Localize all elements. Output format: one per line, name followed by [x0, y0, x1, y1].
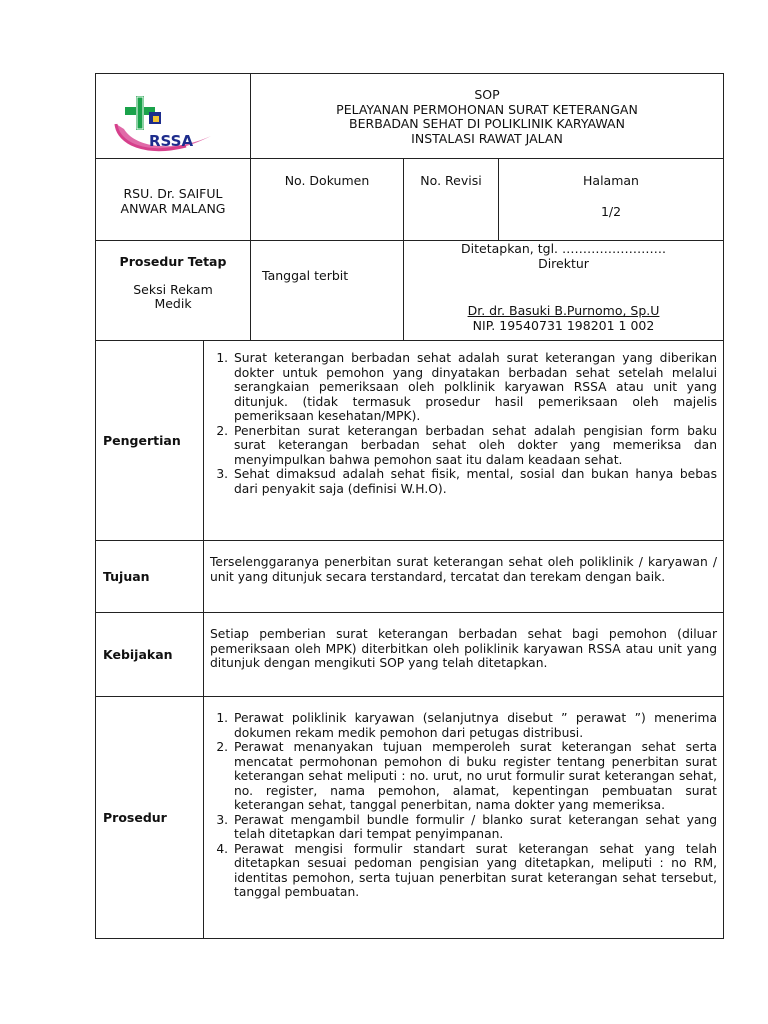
tanggal-terbit-label: Tanggal terbit — [262, 268, 349, 283]
list-item: 2. Penerbitan surat keterangan berbadan sehat adalah pengisian form baku surat keterangan berbadan sehat oleh dokter yang memeriksa dan menyimpulkan bahwa pemohon saat itu dalam keadaan sehat. — [232, 424, 717, 468]
logo-text: RSSA — [149, 132, 194, 150]
kebijakan-content — [204, 613, 724, 697]
list-item: 4. Perawat mengisi formulir standart surat keterangan sehat yang telah ditetapkan sesuai pedoman pengisian yang ditetapkan, meliputi : no RM, identitas pemohon, serta tujuan penerbitan surat keterangan sehat tersebut, tanggal pembuatan. — [232, 842, 717, 900]
kebijakan-text: Setiap pemberian surat keterangan berbadan sehat bagi pemohon (diluar pemeriksaan oleh MPK) diterbitkan oleh poliklinik karyawan RSSA atau unit yang ditunjuk dengan mengikuti SOP yang telah ditetapkan. — [210, 627, 717, 670]
pengertian-list — [210, 351, 717, 496]
tanggal-terbit-cell — [251, 241, 404, 341]
direktur-label: Direktur — [538, 255, 589, 271]
prosedur-list — [210, 711, 717, 900]
list-item: 1. Perawat poliklinik karyawan (selanjutnya disebut ” perawat ”) menerima dokumen rekam medik pemohon dari petugas distribusi. — [232, 711, 717, 740]
ditetapkan-cell — [404, 241, 724, 341]
tujuan-label: Tujuan — [96, 541, 204, 613]
prosedur-label: Prosedur — [96, 697, 204, 939]
seksi-label: Seksi Rekam Medik — [133, 282, 213, 311]
no-dokumen-label: No. Dokumen — [284, 173, 370, 188]
sop-title-line-3: INSTALASI RAWAT JALAN — [411, 130, 563, 146]
sop-title-line-1: PELAYANAN PERMOHONAN SURAT KETERANGAN — [336, 101, 638, 117]
hospital-cell — [96, 159, 251, 241]
logo-cell — [96, 74, 251, 159]
no-revisi-cell — [404, 159, 499, 241]
sop-body-table — [95, 340, 724, 939]
list-item: 3. Perawat mengambil bundle formulir / blanko surat keterangan sehat yang telah ditetapkan dari tempat penyimpanan. — [232, 813, 717, 842]
sop-document — [95, 73, 723, 941]
halaman-value: 1/2 — [600, 204, 622, 219]
list-item: 1. Surat keterangan berbadan sehat adalah surat keterangan yang diberikan dokter untuk pemohon yang dinyatakan berbadan sehat setelah melalui serangkaian pemeriksaan oleh polklinik karyawan RSSA atau unit yang ditunjuk. (tidak termasuk prosedur hasil pemeriksaan oleh majelis pemeriksaan kesehatan/MPK). — [232, 351, 717, 424]
no-revisi-label: No. Revisi — [420, 173, 482, 188]
halaman-label: Halaman — [583, 173, 639, 188]
sop-title-cell — [251, 74, 724, 159]
kebijakan-label: Kebijakan — [96, 613, 204, 697]
list-item: 3. Sehat dimaksud adalah sehat fisik, mental, sosial dan bukan hanya bebas dari penyakit saja (definisi W.H.O). — [232, 467, 717, 496]
pengertian-label: Pengertian — [96, 341, 204, 541]
sop-title-line-2: BERBADAN SEHAT DI POLIKLINIK KARYAWAN — [349, 116, 625, 131]
prosedur-content — [204, 697, 724, 939]
sop-label: SOP — [474, 87, 500, 102]
list-item: 2. Perawat menanyakan tujuan memperoleh surat keterangan sehat serta mencatat permohonan pemohon di buku register tentang penerbitan surat keterangan sehat meliputi : no. urut, no urut formulir surat keterangan sehat, no. register, nama pemohon, alamat, kepentingan pembuatan surat keterangan sehat, tanggal penerbitan, nama dokter yang memeriksa. — [232, 740, 717, 813]
sop-header-table — [95, 73, 724, 341]
doctor-nip: NIP. 19540731 198201 1 002 — [472, 317, 655, 333]
prosedur-tetap-label: Prosedur Tetap — [119, 254, 227, 269]
doctor-name: Dr. dr. Basuki B.Purnomo, Sp.U — [467, 303, 660, 318]
no-dokumen-cell — [251, 159, 404, 241]
tujuan-content — [204, 541, 724, 613]
pengertian-content — [204, 341, 724, 541]
prosedur-tetap-cell — [96, 241, 251, 341]
tujuan-text: Terselenggaranya penerbitan surat keterangan sehat oleh poliklinik / karyawan / unit yang ditunjuk secara terstandard, tercatat dan terekam dengan baik. — [210, 555, 717, 584]
ditetapkan-label: Ditetapkan, tgl. ……………………. — [461, 241, 666, 256]
halaman-cell — [499, 159, 724, 241]
hospital-name: RSU. Dr. SAIFUL ANWAR MALANG — [120, 186, 226, 216]
